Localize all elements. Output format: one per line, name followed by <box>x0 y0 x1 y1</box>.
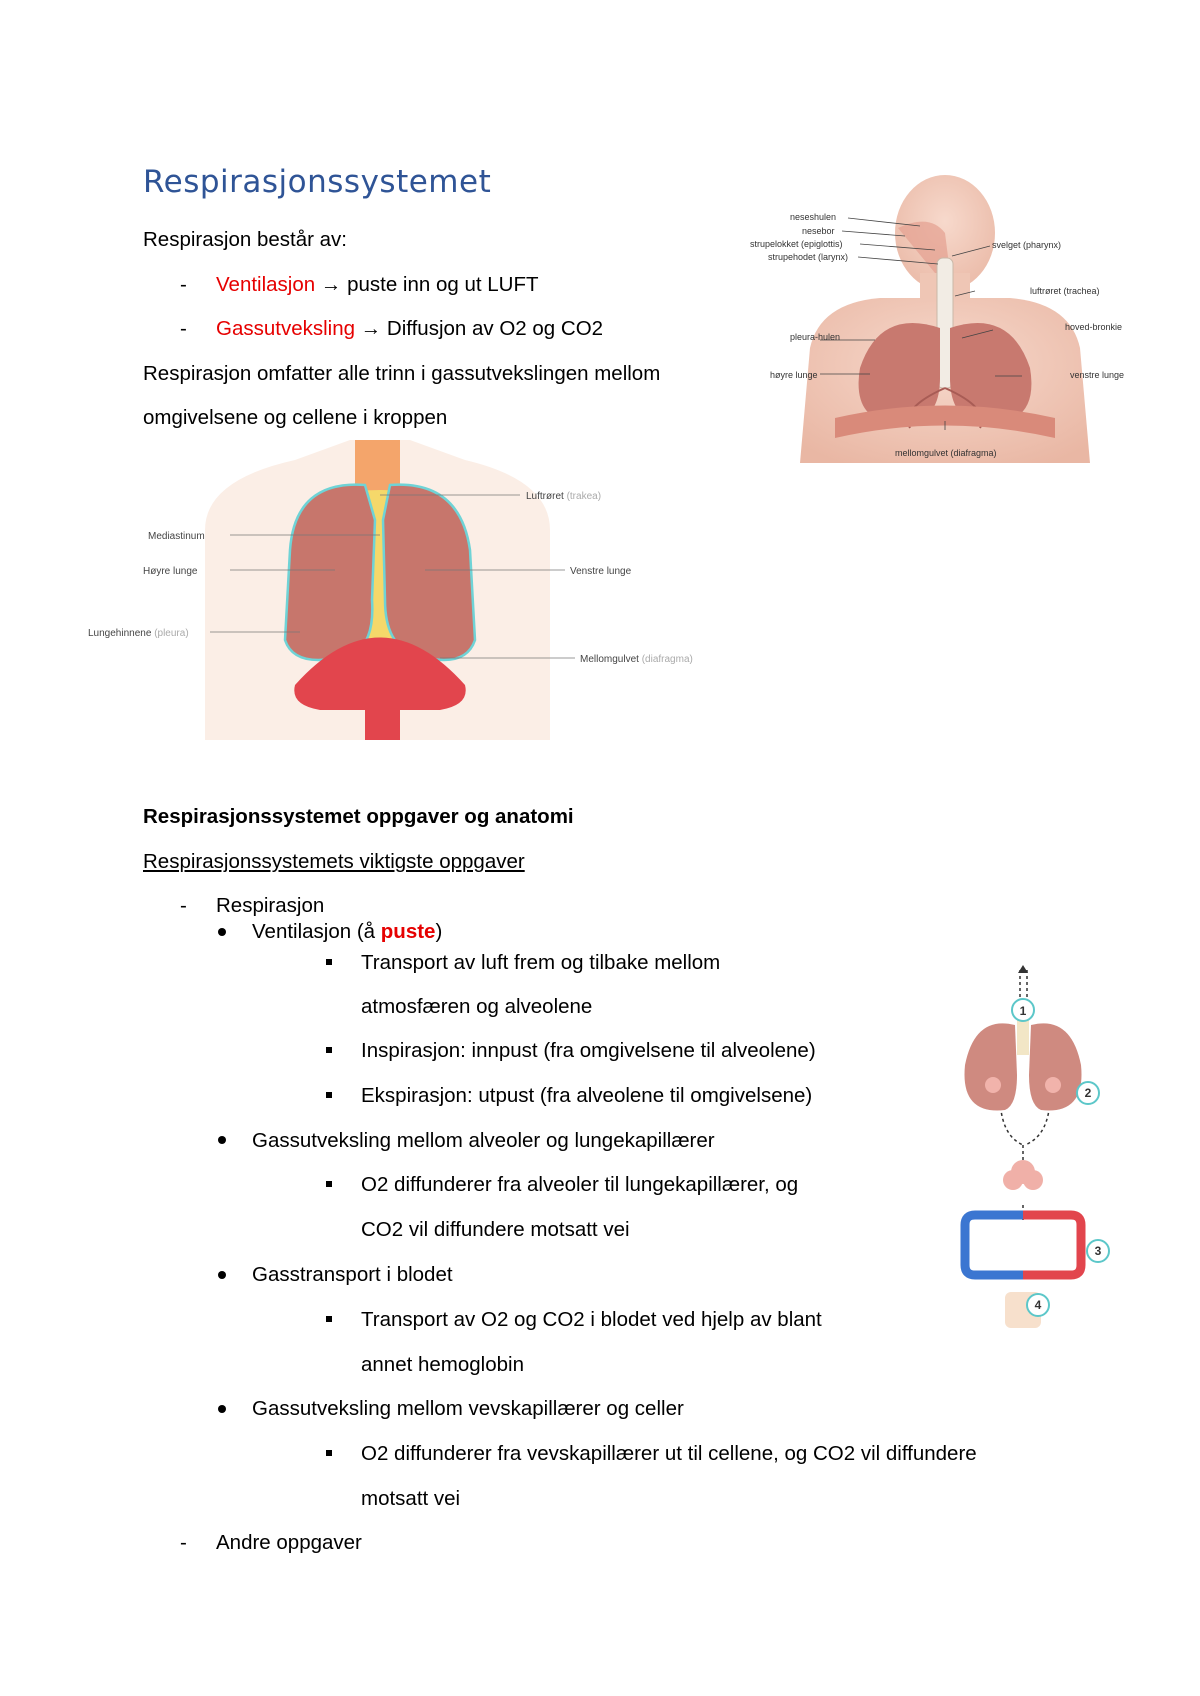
step-4-label: 4 <box>1034 1298 1042 1312</box>
svg-text:Luftrøret (trakea) <box>526 491 601 502</box>
section2-subheading: Respirasjonssystemets viktigste oppgaver <box>143 850 525 873</box>
label-venstre-lunge: Venstre lunge <box>570 566 632 577</box>
step-1-label: 1 <box>1019 1004 1027 1018</box>
bullet-dot <box>218 928 226 936</box>
label-luftroret: luftrøret (trachea) <box>1030 286 1100 296</box>
label-mellomgulvet: mellomgulvet (diafragma) <box>895 448 997 458</box>
label-svelget: svelget (pharynx) <box>992 240 1062 250</box>
l3-ekspirasjon: Ekspirasjon: utpust (fra alveolene til omgivelsene) <box>361 1084 813 1107</box>
intro-item-ventilasjon <box>216 273 539 297</box>
label-luftroret: Luftrøret <box>526 491 564 502</box>
label-hovedbronkie: hoved-bronkie <box>1065 322 1123 332</box>
l3-inspirasjon: Inspirasjon: innpust (fra omgivelsene til alveolene) <box>361 1039 816 1062</box>
bullet-dot <box>218 1271 226 1279</box>
l1-respirasjon: Respirasjon <box>216 894 325 917</box>
intro-dash-1: - <box>180 273 187 296</box>
bullet-square <box>326 959 332 965</box>
section2-heading: Respirasjonssystemet oppgaver og anatomi <box>143 805 574 828</box>
intro-dash-2: - <box>180 317 187 340</box>
puste-highlight: puste <box>380 920 436 943</box>
svg-text:Mellomgulvet (diafragma) <box>580 654 693 665</box>
step-2-label: 2 <box>1084 1086 1092 1100</box>
step-3-label: 3 <box>1094 1244 1102 1258</box>
term-ventilasjon: Ventilasjon <box>216 273 316 296</box>
label-hoyre-lunge: høyre lunge <box>770 370 818 380</box>
l3-transport-2: atmosfæren og alveolene <box>361 995 593 1018</box>
l3-transport-1: Transport av luft frem og tilbake mellom <box>361 951 721 974</box>
ventilasjon-desc: puste inn og ut LUFT <box>347 273 539 296</box>
l3-transport-blod-1: Transport av O2 og CO2 i blodet ved hjelp av blant <box>361 1308 822 1331</box>
arrow-icon: → <box>320 273 342 296</box>
intro-line-2: omgivelsene og cellene i kroppen <box>143 406 448 429</box>
term-gassutveksling: Gassutveksling <box>216 317 356 340</box>
l2-gasstransport: Gasstransport i blodet <box>252 1263 453 1286</box>
label-neseshulen: neseshulen <box>790 212 837 222</box>
label-mediastinum: Mediastinum <box>148 531 205 542</box>
dash-respirasjon: - <box>180 894 187 917</box>
intro-line-1: Respirasjon omfatter alle trinn i gassutvekslingen mellom <box>143 362 661 385</box>
label-pleurahulen: pleura-hulen <box>790 332 841 342</box>
page-title: Respirasjonssystemet <box>143 164 492 200</box>
arrow-icon: → <box>360 317 382 340</box>
label-nesebor: nesebor <box>802 226 835 236</box>
label-mellomgulvet-latin: (diafragma) <box>641 654 693 665</box>
respiration-cycle-figure <box>955 965 1115 1335</box>
svg-text:Lungehinnene (pleura) <box>88 628 189 639</box>
l2-gassutveksling-vev: Gassutveksling mellom vevskapillærer og celler <box>252 1397 684 1420</box>
lungs-torso-figure <box>80 440 730 740</box>
ventilasjon-text: Ventilasjon (å <box>252 920 381 943</box>
l3-vevskapillaerer-2: motsatt vei <box>361 1487 461 1510</box>
label-luftroret-latin: (trakea) <box>566 491 602 502</box>
bullet-square <box>326 1092 332 1098</box>
bullet-dot <box>218 1405 226 1413</box>
l3-vevskapillaerer-1: O2 diffunderer fra vevskapillærer ut til cellene, og CO2 vil diffundere <box>361 1442 977 1465</box>
label-venstre-lunge: venstre lunge <box>1070 370 1125 380</box>
bullet-square <box>326 1047 332 1053</box>
label-hoyre-lunge: Høyre lunge <box>143 566 198 577</box>
gassutveksling-desc: Diffusjon av O2 og CO2 <box>386 317 604 340</box>
intro-heading: Respirasjon består av: <box>143 228 347 251</box>
label-mellomgulvet: Mellomgulvet <box>580 654 639 665</box>
ventilasjon-close: ) <box>435 920 443 943</box>
respiratory-anatomy-figure <box>750 178 1125 463</box>
label-lungehinnene: Lungehinnene <box>88 628 152 639</box>
label-strupelokket: strupelokket (epiglottis) <box>750 239 843 249</box>
label-lungehinnene-latin: (pleura) <box>154 628 189 639</box>
dash-andre: - <box>180 1531 187 1554</box>
bullet-dot <box>218 1136 226 1144</box>
l1-andre-oppgaver: Andre oppgaver <box>216 1531 362 1554</box>
l3-o2-diffunderer-2: CO2 vil diffundere motsatt vei <box>361 1218 630 1241</box>
label-strupehodet: strupehodet (larynx) <box>768 252 849 262</box>
bullet-square <box>326 1450 332 1456</box>
l2-gassutveksling-alveoler: Gassutveksling mellom alveoler og lungekapillærer <box>252 1129 715 1152</box>
l3-transport-blod-2: annet hemoglobin <box>361 1353 524 1376</box>
bullet-square <box>326 1181 332 1187</box>
intro-item-gassutveksling <box>216 317 603 341</box>
bullet-square <box>326 1316 332 1322</box>
l2-ventilasjon <box>252 920 442 944</box>
l3-o2-diffunderer-1: O2 diffunderer fra alveoler til lungekapillærer, og <box>361 1173 799 1196</box>
